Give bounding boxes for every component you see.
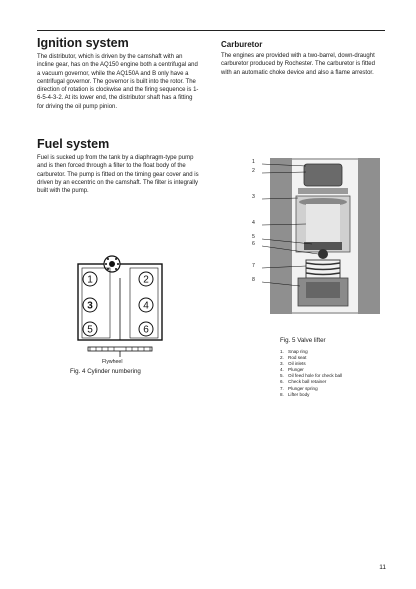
legend-item: 8. Lifter body (280, 391, 310, 397)
cylinder-4-label: 4 (143, 300, 149, 312)
callout-4: 4 (252, 220, 255, 226)
ignition-text: The distributor, which is driven by the camshaft with an incline gear, has on the AQ150 engine both a centrifugal and a vacuum governor, while the AQ150A and B only have a centrifugal governor. The governor is built into the rotor. The direction of rotation is clockwise and the firing sequence is 1-6-5-4-3-2. At its lower end, the distributor shaft has a fitting for driving the oil pump pinion. (37, 54, 199, 110)
cylinder-3-label: 3 (87, 300, 93, 312)
valve-lifter-image (260, 158, 380, 314)
legend-item: 1. Snap ring (280, 349, 308, 354)
fuel-text: Fuel is sucked up from the tank by a diaphragm-type pump and is then forced through a filter to the float body of the carburetor. The pump is fitted on the timing gear cover and is driven by an eccentric on the camshaft. The filter is integrally built with the pump. (37, 155, 199, 195)
cylinder-6-label: 6 (143, 324, 149, 336)
flywheel-label: Flywheel (102, 359, 123, 365)
fig5-legend (280, 349, 342, 398)
carburetor-text: The engines are provided with a two-barrel, down-draught carburetor produced by Rochester. The carburetor is fitted with an automatic choke device and also a flame arrestor. (221, 53, 375, 76)
callout-1: 1 (252, 159, 255, 165)
callout-3: 3 (252, 194, 255, 200)
legend-item: 4. Plunger (280, 367, 304, 373)
callout-6: 6 (252, 241, 255, 247)
legend-item: 3. Oil inlets (280, 361, 306, 367)
cylinder-numbering-diagram (70, 250, 170, 358)
callout-2: 2 (252, 168, 255, 174)
top-rule (37, 30, 385, 31)
ignition-heading: Ignition system (37, 36, 129, 50)
fuel-heading: Fuel system (37, 137, 110, 151)
cylinder-2-label: 2 (143, 274, 149, 286)
flywheel (88, 347, 152, 351)
distributor-cap (104, 256, 120, 272)
fig5-caption: Fig. 5 Valve lifter (280, 337, 326, 344)
legend-item: 6. Check ball retainer (280, 379, 327, 385)
cylinder-5-label: 5 (87, 324, 93, 336)
legend-item: 5. Oil feed hole for check ball (280, 373, 343, 379)
callout-7: 7 (252, 263, 255, 269)
callout-5: 5 (252, 234, 255, 240)
callout-8: 8 (252, 277, 255, 283)
cylinder-1-label: 1 (87, 274, 93, 286)
legend-item: 2. Rod seat (280, 355, 307, 361)
fig4-caption: Fig. 4 Cylinder numbering (70, 368, 141, 375)
legend-item: 7. Plunger spring (280, 385, 318, 391)
carburetor-heading: Carburetor (221, 40, 263, 49)
page-number: 11 (379, 564, 386, 571)
